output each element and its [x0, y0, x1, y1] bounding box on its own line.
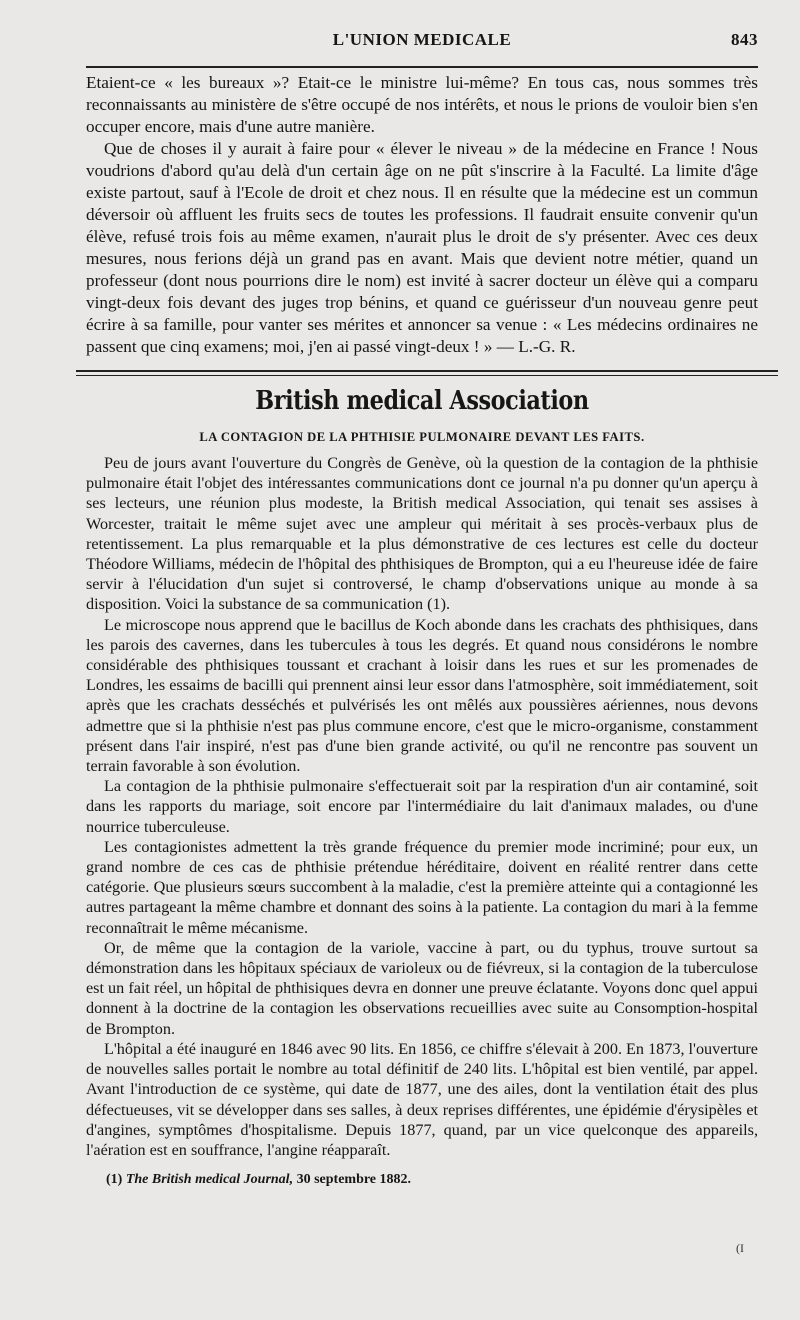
article-paragraph: Le microscope nous apprend que le bacillus de Koch abonde dans les crachats des phthisiques, dans les parois des cavernes, dans les tubercules à tous les degrés. Et quand nous considérons le nombre considérable des phthisiques toussant et crachant à loisir dans les rues et sur les promenades de Londres, les essaims de bacilli qui prennent ainsi leur essor dans l'atmosphère, soit immédiatement, soit après que les crachats desséchés et pulvérisés les ont mêlés aux poussières aériennes, nous devons admettre que si la phthisie n'est pas plus commune encore, c'est que le micro-organisme, constamment présent dans l'air inspiré, n'est pas d'une bien grande activité, ou qu'il ne rencontre pas souvent un terrain favorable à son évolution.: [86, 615, 758, 776]
article-body: [86, 453, 758, 1160]
page-number: 843: [731, 30, 758, 49]
footnote: [86, 1172, 758, 1188]
footnote-date: 30 septembre 1882.: [296, 1172, 412, 1188]
section-subtitle: LA CONTAGION DE LA PHTHISIE PULMONAIRE DEVANT LES FAITS.: [199, 430, 645, 444]
letter-paragraph-1: Etaient-ce « les bureaux »? Etait-ce le ministre lui-même? En tous cas, nous sommes très reconnaissants au ministère de s'être occupé de nos intérêts, et nous le prions de vouloir bien s'en occuper encore, mais d'une autre manière.: [86, 73, 758, 136]
footnote-source: The British medical Journal,: [125, 1172, 294, 1188]
section-divider: [76, 370, 778, 376]
article-paragraph: L'hôpital a été inauguré en 1846 avec 90 lits. En 1856, ce chiffre s'élevait à 200. En 1873, l'ouverture de nouvelles salles portait le nombre au total définitif de 240 lits. L'hôpital est bien ventilé, par appel. Avant l'introduction de ce système, qui date de 1877, une des ailes, dont la ventilation était des plus défectueuses, vit se développer dans ses salles, à deux reprises différentes, une épidémie d'érysipèles et d'angines, symptômes d'hospitalisme. Depuis 1877, quand, par un vice quelconque des appareils, l'aération est en souffrance, l'angine réapparaît.: [86, 1039, 758, 1159]
journal-title: L'UNION MEDICALE: [332, 30, 512, 49]
article-paragraph: Les contagionistes admettent la très grande fréquence du premier mode incriminé; pour eux, un grand nombre de ces cas de phthisie prétendue héréditaire, doivent en réalité rentrer dans cette catégorie. Que plusieurs sœurs succombent à la maladie, c'est la première atteinte qui a contagionné les autres partageant la même chambre et donnant des soins à la patiente. La contagion du mari à la femme reconnaîtrait le même mécanisme.: [86, 837, 758, 937]
letter-paragraph-2: Que de choses il y aurait à faire pour « élever le niveau » de la médecine en France ! Nous voudrions d'abord qu'au delà d'un certain âge on ne pût s'inscrire à la Faculté. La limite d'âge existe partout, sauf à l'Ecole de droit et chez nous. Il en résulte que la médecine est un commun déversoir où affluent les fruits secs de toutes les professions. Il faudrait ensuite convenir qu'un élève, refusé trois fois au même examen, n'aurait plus le droit de s'y présenter. Avec ces deux mesures, nous ferions déjà un grand pas en avant. Mais que devient notre métier, quand un professeur (dont nous pourrions dire le nom) est invité à sacrer docteur un élève qui a comparu vingt-deux fois devant des juges trop bénins, et quand ce guérisseur d'un nouveau genre peut écrire à sa famille, pour vanter ses mérites et annoncer sa venue : « Les médecins ordinaires ne passent que cinq examens; moi, j'en ai passé vingt-deux ! » — L.-G. R.: [86, 139, 758, 356]
margin-mark: (I: [736, 1241, 744, 1255]
running-head: [86, 28, 758, 58]
letter-section: [86, 72, 758, 358]
section-title: British medical Association: [255, 386, 589, 416]
footnote-number: (1): [106, 1172, 123, 1188]
article-paragraph: Or, de même que la contagion de la variole, vaccine à part, ou du typhus, trouve surtout sa démonstration dans les hôpitaux spéciaux de varioleux ou de fiévreux, si la contagion de la tuberculose est un fait réel, un hôpital de phthisiques devra en donner une preuve éclatante. Voyons donc quel appui donnent à la doctrine de la contagion les observations recueillies avec suite au Consomption-hospital de Brompton.: [86, 938, 758, 1038]
header-rule: [86, 66, 758, 68]
article-paragraph: Peu de jours avant l'ouverture du Congrès de Genève, où la question de la contagion de la phthisie pulmonaire était l'objet des intéressantes communications dont ce journal n'a pu donner qu'un aperçu à ses lecteurs, une réunion plus modeste, la British medical Association, qui tenait ses assises à Worcester, traitait le même sujet avec une ampleur qui méritait à ses procès-verbaux plus de retentissement. La plus remarquable et la plus démonstrative de ces lectures est celle du docteur Théodore Williams, médecin de l'hôpital des phthisiques de Brompton, qui a eu l'heureuse idée de faire servir à l'élucidation d'un sujet si controversé, le champ d'observations unique au monde à sa disposition. Voici la substance de sa communication (1).: [86, 454, 758, 614]
article-paragraph: La contagion de la phthisie pulmonaire s'effectuerait soit par la respiration d'un air contaminé, soit dans les rapports du mariage, soit encore par l'intermédiaire du lait d'animaux malades, ou d'une nourrice tuberculeuse.: [86, 777, 758, 836]
